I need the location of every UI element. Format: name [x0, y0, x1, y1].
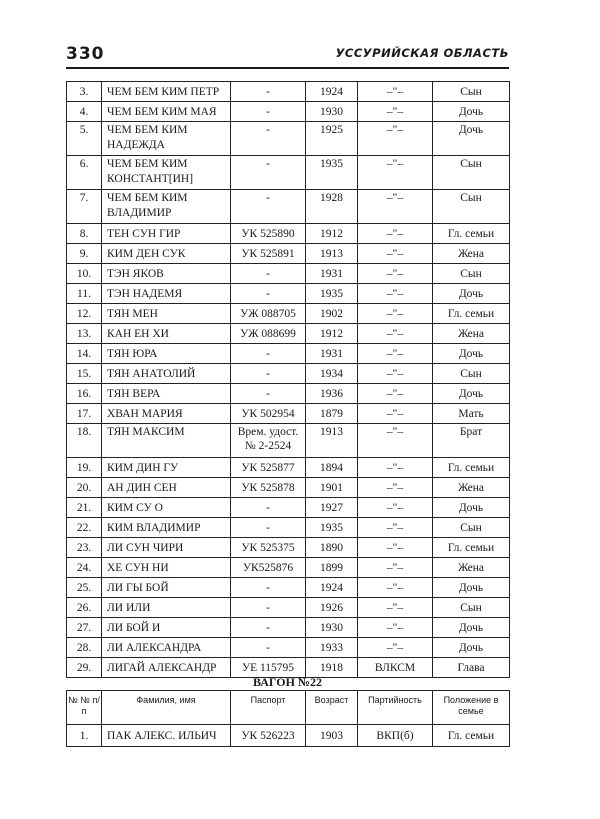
party-cell: –"– [358, 284, 433, 304]
birth-year-cell: 1902 [306, 304, 358, 324]
row-number-cell: 12. [67, 304, 102, 324]
birth-year-cell: 1890 [306, 538, 358, 558]
table-row [67, 538, 510, 558]
table-row [67, 424, 510, 458]
party-cell: –"– [358, 224, 433, 244]
party-cell: –"– [358, 324, 433, 344]
family-role-cell: Жена [433, 244, 510, 264]
row-number-cell: 7. [67, 190, 102, 224]
birth-year-cell: 1927 [306, 498, 358, 518]
family-role-cell: Дочь [433, 384, 510, 404]
row-number-cell: 10. [67, 264, 102, 284]
table-row [67, 518, 510, 538]
passport-cell: УК 502954 [231, 404, 306, 424]
birth-year-cell: 1912 [306, 324, 358, 344]
family-role-cell: Сын [433, 598, 510, 618]
party-cell: –"– [358, 404, 433, 424]
birth-year-cell: 1912 [306, 224, 358, 244]
party-cell: –"– [358, 424, 433, 458]
table-row [67, 478, 510, 498]
passport-cell: - [231, 384, 306, 404]
person-name-cell: ТЯН МЕН [102, 304, 231, 324]
table-row [67, 498, 510, 518]
birth-year-cell: 1936 [306, 384, 358, 404]
passport-cell: - [231, 156, 306, 190]
family-role-cell: Гл. семьи [433, 224, 510, 244]
person-name-cell: ЧЕМ БЕМ КИМ КОНСТАНТ[ИН] [102, 156, 231, 190]
birth-year-cell: 1899 [306, 558, 358, 578]
person-name-cell: ХВАН МАРИЯ [102, 404, 231, 424]
birth-year-cell: 1930 [306, 618, 358, 638]
passport-cell: - [231, 578, 306, 598]
person-name-cell: КИМ ДИН ГУ [102, 458, 231, 478]
header-name: Фамилия, имя [102, 691, 231, 725]
row-number-cell: 13. [67, 324, 102, 344]
person-name-cell: ТЭН ЯКОВ [102, 264, 231, 284]
person-name-cell: ПАК АЛЕКС. ИЛЬИЧ [102, 725, 231, 747]
passport-cell: - [231, 82, 306, 102]
passport-cell: - [231, 284, 306, 304]
person-name-cell: ЧЕМ БЕМ КИМ МАЯ [102, 102, 231, 122]
table-row [67, 578, 510, 598]
table-row [67, 404, 510, 424]
passport-cell: - [231, 364, 306, 384]
person-name-cell: ЛИГАЙ АЛЕКСАНДР [102, 658, 231, 678]
passport-cell: УК 525891 [231, 244, 306, 264]
birth-year-cell: 1894 [306, 458, 358, 478]
birth-year-cell: 1931 [306, 344, 358, 364]
row-number-cell: 4. [67, 102, 102, 122]
person-name-cell: ТЯН АНАТОЛИЙ [102, 364, 231, 384]
birth-year-cell: 1933 [306, 638, 358, 658]
family-role-cell: Сын [433, 156, 510, 190]
family-role-cell: Дочь [433, 638, 510, 658]
person-name-cell: ТЕН СУН ГИР [102, 224, 231, 244]
passport-cell: УЖ 088699 [231, 324, 306, 344]
table-row [67, 284, 510, 304]
birth-year-cell: 1934 [306, 364, 358, 384]
party-cell: –"– [358, 264, 433, 284]
person-name-cell: ТЭН НАДЕМЯ [102, 284, 231, 304]
family-role-cell: Гл. семьи [433, 538, 510, 558]
family-role-cell: Сын [433, 264, 510, 284]
row-number-cell: 25. [67, 578, 102, 598]
row-number-cell: 28. [67, 638, 102, 658]
table-row [67, 324, 510, 344]
person-name-cell: КИМ ДЕН СУК [102, 244, 231, 264]
passport-cell: УЕ 115795 [231, 658, 306, 678]
wagon-title: ВАГОН №22 [253, 675, 322, 689]
table-row [67, 618, 510, 638]
person-name-cell: КИМ ВЛАДИМИР [102, 518, 231, 538]
row-number-cell: 15. [67, 364, 102, 384]
birth-year-cell: 1901 [306, 478, 358, 498]
row-number-cell: 8. [67, 224, 102, 244]
passport-cell: - [231, 618, 306, 638]
passport-cell: - [231, 122, 306, 156]
family-role-cell: Сын [433, 364, 510, 384]
person-name-cell: КИМ СУ О [102, 498, 231, 518]
party-cell: –"– [358, 498, 433, 518]
header-party: Партийность [358, 691, 433, 725]
person-name-cell: ЧЕМ БЕМ КИМ ПЕТР [102, 82, 231, 102]
person-name-cell: ТЯН ЮРА [102, 344, 231, 364]
row-number-cell: 5. [67, 122, 102, 156]
family-role-cell: Дочь [433, 284, 510, 304]
family-role-cell: Гл. семьи [433, 458, 510, 478]
party-cell: ВКП(б) [358, 725, 433, 747]
family-role-cell: Сын [433, 190, 510, 224]
row-number-cell: 6. [67, 156, 102, 190]
table-row [67, 364, 510, 384]
person-name-cell: АН ДИН СЕН [102, 478, 231, 498]
party-cell: –"– [358, 364, 433, 384]
table-row [67, 190, 510, 224]
family-role-cell: Жена [433, 558, 510, 578]
family-role-cell: Глава [433, 658, 510, 678]
birth-year-cell: 1918 [306, 658, 358, 678]
page-header [66, 44, 509, 64]
party-cell: –"– [358, 384, 433, 404]
birth-year-cell: 1924 [306, 82, 358, 102]
birth-year-cell: 1935 [306, 518, 358, 538]
passport-cell: - [231, 638, 306, 658]
party-cell: –"– [358, 156, 433, 190]
party-cell: ВЛКСМ [358, 658, 433, 678]
family-role-cell: Дочь [433, 344, 510, 364]
row-number-cell: 21. [67, 498, 102, 518]
header-rule [66, 67, 509, 69]
row-number-cell: 9. [67, 244, 102, 264]
person-name-cell: ЧЕМ БЕМ КИМ НАДЕЖДА [102, 122, 231, 156]
family-role-cell: Сын [433, 82, 510, 102]
family-role-cell: Брат [433, 424, 510, 458]
birth-year-cell: 1913 [306, 244, 358, 264]
running-title: УССУРИЙСКАЯ ОБЛАСТЬ [335, 46, 509, 60]
birth-year-cell: 1925 [306, 122, 358, 156]
birth-year-cell: 1930 [306, 102, 358, 122]
row-number-cell: 29. [67, 658, 102, 678]
deportation-list-table [66, 81, 510, 678]
family-role-cell: Дочь [433, 578, 510, 598]
passport-cell: УК 525878 [231, 478, 306, 498]
person-name-cell: ЛИ ИЛИ [102, 598, 231, 618]
table-row [67, 638, 510, 658]
birth-year-cell: 1928 [306, 190, 358, 224]
passport-cell: УК 525890 [231, 224, 306, 244]
family-role-cell: Дочь [433, 498, 510, 518]
person-name-cell: ЛИ ГЫ БОЙ [102, 578, 231, 598]
birth-year-cell: 1879 [306, 404, 358, 424]
party-cell: –"– [358, 598, 433, 618]
person-name-cell: ЛИ АЛЕКСАНДРА [102, 638, 231, 658]
party-cell: –"– [358, 122, 433, 156]
passport-cell: УК 525375 [231, 538, 306, 558]
table-row [67, 725, 510, 747]
header-age: Возраст [306, 691, 358, 725]
page-number: 330 [66, 44, 105, 64]
row-number-cell: 1. [67, 725, 102, 747]
party-cell: –"– [358, 638, 433, 658]
wagon-header-row [67, 691, 510, 725]
row-number-cell: 17. [67, 404, 102, 424]
table-row [67, 102, 510, 122]
person-name-cell: ТЯН МАКСИМ [102, 424, 231, 458]
birth-year-cell: 1935 [306, 284, 358, 304]
table-row [67, 384, 510, 404]
table-row [67, 82, 510, 102]
table-row [67, 598, 510, 618]
passport-cell: - [231, 344, 306, 364]
birth-year-cell: 1926 [306, 598, 358, 618]
passport-cell: - [231, 598, 306, 618]
family-role-cell: Мать [433, 404, 510, 424]
table-row [67, 304, 510, 324]
family-role-cell: Сын [433, 518, 510, 538]
family-role-cell: Дочь [433, 102, 510, 122]
table-row [67, 344, 510, 364]
passport-cell: УЖ 088705 [231, 304, 306, 324]
wagon-table [66, 690, 510, 747]
passport-cell: Врем. удост. № 2-2524 [231, 424, 306, 458]
table-row [67, 156, 510, 190]
person-name-cell: ЧЕМ БЕМ КИМ ВЛАДИМИР [102, 190, 231, 224]
table-row [67, 224, 510, 244]
person-name-cell: ТЯН ВЕРА [102, 384, 231, 404]
row-number-cell: 3. [67, 82, 102, 102]
row-number-cell: 16. [67, 384, 102, 404]
party-cell: –"– [358, 102, 433, 122]
row-number-cell: 14. [67, 344, 102, 364]
family-role-cell: Гл. семьи [433, 304, 510, 324]
header-passport: Паспорт [231, 691, 306, 725]
table-row [67, 122, 510, 156]
party-cell: –"– [358, 478, 433, 498]
passport-cell: - [231, 264, 306, 284]
table-row [67, 244, 510, 264]
row-number-cell: 23. [67, 538, 102, 558]
party-cell: –"– [358, 190, 433, 224]
row-number-cell: 20. [67, 478, 102, 498]
person-name-cell: ЛИ БОЙ И [102, 618, 231, 638]
header-family-role: Положение в семье [433, 691, 510, 725]
party-cell: –"– [358, 618, 433, 638]
table-row [67, 264, 510, 284]
row-number-cell: 22. [67, 518, 102, 538]
party-cell: –"– [358, 558, 433, 578]
passport-cell: - [231, 518, 306, 538]
party-cell: –"– [358, 458, 433, 478]
family-role-cell: Гл. семьи [433, 725, 510, 747]
row-number-cell: 11. [67, 284, 102, 304]
passport-cell: УК 525877 [231, 458, 306, 478]
row-number-cell: 19. [67, 458, 102, 478]
family-role-cell: Дочь [433, 618, 510, 638]
birth-year-cell: 1913 [306, 424, 358, 458]
birth-year-cell: 1903 [306, 725, 358, 747]
table-row [67, 558, 510, 578]
birth-year-cell: 1931 [306, 264, 358, 284]
party-cell: –"– [358, 538, 433, 558]
person-name-cell: ХЕ СУН НИ [102, 558, 231, 578]
party-cell: –"– [358, 82, 433, 102]
birth-year-cell: 1935 [306, 156, 358, 190]
passport-cell: - [231, 498, 306, 518]
family-role-cell: Жена [433, 478, 510, 498]
person-name-cell: КАН ЕН ХИ [102, 324, 231, 344]
party-cell: –"– [358, 578, 433, 598]
party-cell: –"– [358, 244, 433, 264]
table-row [67, 458, 510, 478]
party-cell: –"– [358, 344, 433, 364]
passport-cell: - [231, 102, 306, 122]
passport-cell: - [231, 190, 306, 224]
passport-cell: УК 526223 [231, 725, 306, 747]
header-num: № № п/п [67, 691, 102, 725]
party-cell: –"– [358, 518, 433, 538]
row-number-cell: 18. [67, 424, 102, 458]
row-number-cell: 24. [67, 558, 102, 578]
passport-cell: УК525876 [231, 558, 306, 578]
row-number-cell: 27. [67, 618, 102, 638]
birth-year-cell: 1924 [306, 578, 358, 598]
row-number-cell: 26. [67, 598, 102, 618]
family-role-cell: Жена [433, 324, 510, 344]
person-name-cell: ЛИ СУН ЧИРИ [102, 538, 231, 558]
party-cell: –"– [358, 304, 433, 324]
family-role-cell: Дочь [433, 122, 510, 156]
